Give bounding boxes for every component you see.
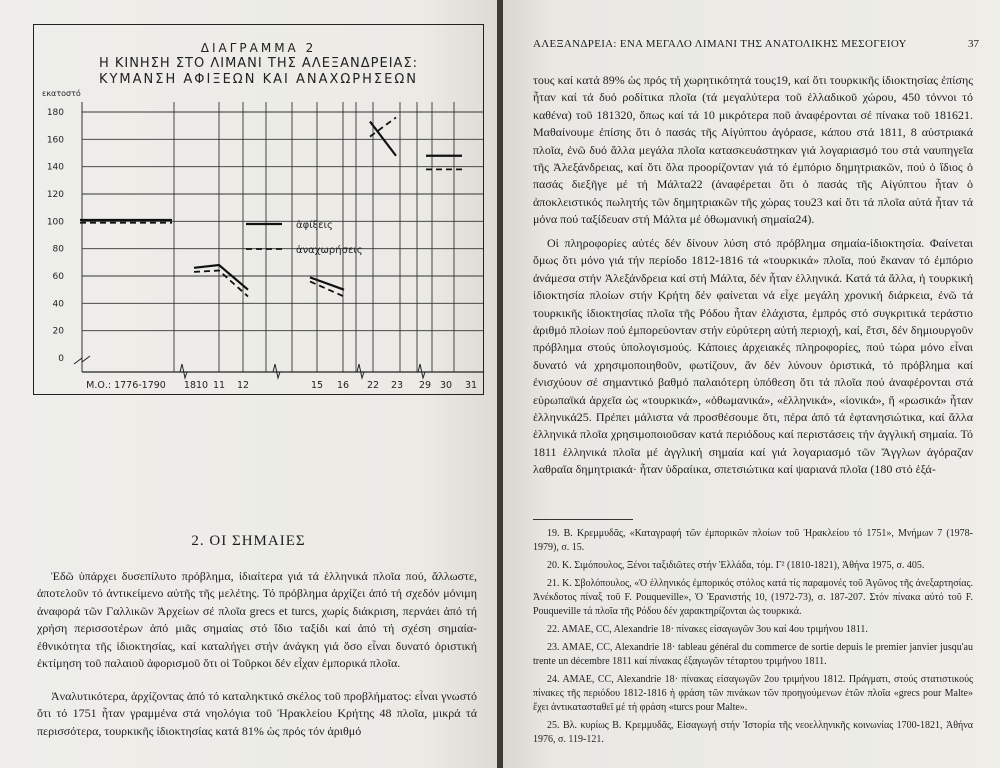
running-head: ΑΛΕΞΑΝΔΡΕΙΑ: ΕΝΑ ΜΕΓΑΛΟ ΛΙΜΑΝΙ ΤΗΣ ΑΝΑΤΟΛΙΚΗΣ ΜΕΣΟΓΕΙΟΥ bbox=[533, 38, 907, 50]
right-page bbox=[503, 0, 1000, 768]
series-line-arrivals bbox=[194, 265, 248, 290]
x-tick-label: 29 bbox=[418, 380, 432, 391]
y-tick-label: 80 bbox=[52, 244, 64, 255]
footnote-20: 20. Κ. Σιμόπουλος, Ξένοι ταξιδιῶτες στήν Ἑλλάδα, τόμ. Γ² (1810-1821), Ἀθήνα 1975, σ. 405. bbox=[547, 560, 925, 571]
legend-label: ἀναχωρήσεις bbox=[296, 245, 363, 256]
line-chart bbox=[34, 25, 483, 394]
y-tick-label: 120 bbox=[46, 190, 64, 200]
right-paragraph-1: τους καί κατά 89% ὡς πρός τή χωρητικότητά τους19, καί ὅτι τουρκικῆς ἰδιοκτησίας ἐπίσης ἦταν καί τά δυό ροδίτικα πλοῖα (τά μεγαλύτερα τοῦ ἑλλαδικοῦ χώρου, 450 τόννοι τό καθένα) τοῦ 181320, ὅπως καί τά 10 μικρότερα ποῦ ἀναφέρονται σέ πίνακα τοῦ 181621. Μαθαίνουμε ἐπίσης ὅτι ὁ πασάς τῆς Αἰγύπτου ἀγόρασε, κάπου στά 1811, 8 αὐστριακά πλοῖα, ἐνῶ δυό ἄλλα μεγάλα πλοῖα κατασκευάστηκαν γιά λογαριασμό του στά ναυπηγεῖα τῆς Ἀλεξάνδρειας, καί ὅτι ὅλα προορίζονταν γιά τό ἐμπόριο δημητριακῶν, πού ὁ ἴδιος ὁ πασάς διεξῆγε μέ τή Μάλτα22 (ἀναφέρεται ὅτι ὁ πασάς τῆς Αἰγύπτου ἦταν ὁ ἀποκλειστικός πωλητής τῶν δημητριακῶν τῆς χώρας του23 καί ὅτι τά πλοῖα αὐτά ἦταν τά μόνα πού ταξίδευαν στή Μάλτα μέ ὀθωμανική σημαία24). bbox=[533, 73, 973, 227]
axis-break-x bbox=[357, 364, 364, 378]
footnote-24: 24. AMAE, CC, Alexandrie 18· πίνακας εἰσαγωγῶν 2ου τριμήνου 1812. Πράγματι, στούς στατιστικούς πίνακες τῆς περιόδου 1812-1816 ἡ φράση τῶν πινάκων τῶν προηγούμενων ἐτῶν πλοῖα «grecs pour Malte» ἔχει ἀντικατασταθεῖ μέ τή φράση «turcs pour Malte». bbox=[533, 674, 973, 713]
axis-break-x bbox=[273, 364, 280, 378]
y-tick-label: 180 bbox=[46, 108, 64, 118]
footnote-21: 21. Κ. Σβολόπουλος, «Ὁ ἑλληνικός ἐμπορικός στόλος κατά τίς παραμονές τοῦ Ἀγῶνος τῆς ἀνεξαρτησίας. Ἀνέκδοτος πίναξ τοῦ F. Pouqueville», Ὁ Ἐρανιστής 10, (1972-73), σ. 187-207. Στόν πίνακα αὐτό τοῦ F. Pouqueville τά πλοῖα τῆς Ρόδου δέν χαρακτηρίζονται ὡς τουρκικά. bbox=[533, 578, 973, 617]
y-tick-label: 60 bbox=[52, 272, 64, 282]
figure-title-line-1: Η ΚΙΝΗΣΗ ΣΤΟ ΛΙΜΑΝΙ ΤΗΣ ΑΛΕΞΑΝΔΡΕΙΑΣ: bbox=[98, 56, 419, 71]
y-tick-label: 20 bbox=[52, 326, 64, 337]
x-tick-label: 15 bbox=[310, 380, 324, 391]
y-tick-label: 40 bbox=[52, 299, 64, 310]
x-tick-label: 22 bbox=[366, 380, 380, 391]
x-tick-label: 23 bbox=[390, 380, 404, 391]
footnote-rule bbox=[533, 519, 633, 520]
legend-label: ἀφίξεις bbox=[296, 220, 333, 231]
footnote-19: 19. Β. Κρεμμυδᾶς, «Καταγραφή τῶν ἐμπορικῶν πλοίων τοῦ Ἡρακλείου τό 1751», Μνήμων 7 (1978-1979), σ. 15. bbox=[533, 528, 973, 553]
right-paragraph-2: Οἱ πληροφορίες αὐτές δέν δίνουν λύση στό πρόβλημα σημαία-ἰδιοκτησία. Φαίνεται ὅμως ὅτι μόνο γιά τήν περίοδο 1812-1816 τά «τουρκικά» πλοῖα, πού ἔκαναν τό ἐμπόριο ἀνάμεσα στήν Ἀλεξάνδρεια καί στή Μάλτα, δέν ἦταν ἑλληνικά. Κατά τά ἄλλα, ἡ τουρκική ἰδιοκτησία πλοίων στήν Κρήτη δέν φαίνεται νά εἶχε μεγάλη χρονική διάρκεια, ἐνῶ τά τουρκικῆς ἰδιοκτησίας πλοῖα τῆς Ρόδου ἦταν ἐλάχιστα, ἐμπρός στό συγκριτικά τεράστιο ἀριθμό πλοίων πού ἐμπορεύονταν στήν εὐρύτερη αὐτή περιοχή, καί, ἔτσι, δέν δημιουργοῦν πρόβλημα στούς ὑπολογισμούς. Κάποιες ἀρχειακές πληροφορίες, πού τώρα μόνο εἶναι δυνατό νά χρησιμοποιηθοῦν, φωτίζουν, ἄν δέν λύνουν ὁριστικά, τό πρόβλημα καί ἐνισχύουν σέ σημαντικό βαθμό παλαιότερη ὑπόθεση ὅτι τά πλοῖα πού ἀναφέρονται στά εὐρωπαϊκά ἀρχεῖα ὡς «τουρκικά», «ὀθωμανικά», «ἑλληνικά», «ἰονικά», ἤ «ρωσικά» ἦταν ἑλληνικά25. Πρέπει μάλιστα νά προσθέσουμε ὅτι, πέρα ἀπό τά ἑφτανησιώτικα, καί ἄλλα ἑλληνικά πλοῖα χρησιμοποιοῦσαν κατά περιόδους καί περιστάσεις τήν ἀγγλική σημαία. Τό 1811 ἑλληνικά πλοῖα μέ ἀγγλική σημαία καί γιά λογαριασμό τῶν Ἄγγλων ἀγόραζαν λαθραῖα δημητριακά· ἦταν ὑδραίικα, σπετσιώτικα καί ψαριανά πλοῖα (180 στό ἑξά- bbox=[533, 236, 973, 477]
x-tick-label: 1810 bbox=[183, 380, 209, 391]
figure-number: ΔΙΑΓΡΑΜΜΑ 2 bbox=[200, 41, 317, 55]
footnote-25: 25. Βλ. κυρίως Β. Κρεμμυδᾶς, Εἰσαγωγή στήν Ἱστορία τῆς νεοελληνικῆς κοινωνίας 1700-1821, Ἀθήνα 1976, σ. 119-121. bbox=[533, 720, 973, 745]
figure-diagram-2 bbox=[33, 24, 484, 395]
axis-break-x bbox=[418, 364, 425, 378]
x-tick-label: Μ.Ο.: 1776-1790 bbox=[86, 380, 166, 391]
series-line-arrivals bbox=[370, 122, 396, 156]
y-tick-label: 160 bbox=[46, 135, 64, 146]
x-tick-label: 30 bbox=[439, 380, 453, 391]
footnotes bbox=[533, 527, 973, 751]
y-axis-label: εκατοστό bbox=[42, 89, 81, 98]
page-number: 37 bbox=[968, 38, 979, 50]
left-paragraph-1: Ἐδῶ ὑπάρχει δυσεπίλυτο πρόβλημα, ἰδιαίτερα γιά τά ἑλληνικά πλοῖα πού, ἄλλωστε, ἀποτελοῦν τό ἀντικείμενο αὐτῆς τῆς μελέτης. Τό πρόβλημα ἀρχίζει ἀπό τή σχεδόν μόνιμη ἀναφορά τῶν Γαλλικῶν Ἀρχείων σέ πλοῖα grecs et turcs, χωρίς διάκριση, περνάει ἀπό τή χρήση περισσοτέρων ἀπό μιᾶς σημαίας στό ἴδιο ταξίδι καί ἀπό τή σχέση σημαία-ἐθνικότητα τῆς ἰδιοκτησίας, καί καταλήγει στήν ἀνάγκη γιά ὅσο εἶναι δυνατό ὁριστική ἐκτίμηση τοῦ παλαιοῦ ἀφορισμοῦ ὅτι οἱ Τοῦρκοι δέν εἶχαν ἐμπορικά πλοῖα. bbox=[37, 569, 477, 671]
y-tick-label: 0 bbox=[58, 354, 64, 364]
x-tick-label: 31 bbox=[464, 380, 478, 391]
section-title: 2. ΟΙ ΣΗΜΑΙΕΣ bbox=[191, 533, 306, 549]
axis-break-x bbox=[180, 364, 187, 378]
left-paragraph-2: Ἀναλυτικότερα, ἀρχίζοντας ἀπό τό καταληκτικό σκέλος τοῦ προβλήματος: εἶναι γνωστό ὅτι τό 1751 ἦταν γραμμένα στά νηολόγια τοῦ Ἡρακλείου Κρήτης 48 πλοῖα, μικρά τά περισσότερα, τουρκικῆς ἰδιοκτησίας κατά 81% ὡς πρός τόν ἀριθμό bbox=[37, 689, 477, 738]
x-tick-label: 12 bbox=[236, 380, 250, 391]
left-page bbox=[0, 0, 497, 768]
x-tick-label: 16 bbox=[336, 380, 350, 391]
footnote-22: 22. AMAE, CC, Alexandrie 18· πίνακες εἰσαγωγῶν 3ου καί 4ου τριμήνου 1811. bbox=[547, 624, 868, 635]
x-tick-label: 11 bbox=[212, 380, 226, 391]
y-tick-label: 140 bbox=[46, 162, 64, 173]
footnote-23: 23. AMAE, CC, Alexandrie 18· tableau général du commerce de sortie depuis le premier janvier jusqu'au trente un décembre 1811 καί πίνακας ἐξαγωγῶν τέταρτου τριμήνου 1811. bbox=[533, 642, 973, 667]
figure-title-line-2: ΚΥΜΑΝΣΗ ΑΦΙΞΕΩΝ ΚΑΙ ΑΝΑΧΩΡΗΣΕΩΝ bbox=[98, 72, 419, 87]
y-tick-label: 100 bbox=[46, 217, 64, 228]
